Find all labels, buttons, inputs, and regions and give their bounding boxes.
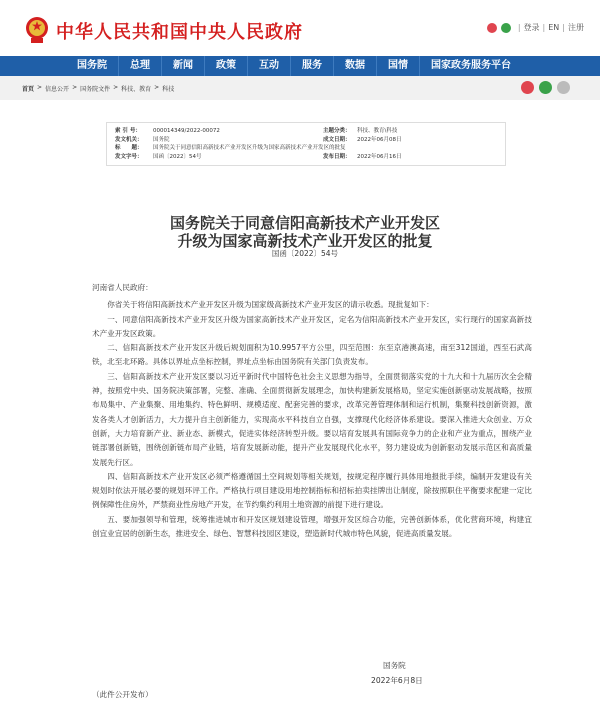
nav-item-data[interactable]: 数据 (334, 56, 377, 76)
breadcrumb-item[interactable]: 信息公开 (45, 86, 70, 93)
nav-item-policy[interactable]: 政策 (205, 56, 248, 76)
breadcrumb-bar (0, 76, 600, 100)
share-wechat-icon[interactable] (539, 81, 552, 94)
meta-index-label: 索 引 号： (115, 128, 141, 134)
share-more-icon[interactable] (557, 81, 570, 94)
paragraph: 五、要加强领导和管理，统筹推进城市和开发区规划建设管理，增强开发区综合功能，完善创新体系，优化营商环境，构建宜创宜业宜居的创新生态，推进安全、绿色、智慧科技园区建设，塑造新时代城市特色风貌，促进高质量发展。 (92, 514, 532, 539)
meta-written-value: 2022年06月08日 (357, 136, 402, 143)
meta-index-value: 000014349/2022-00072 (153, 128, 220, 134)
breadcrumb-item[interactable]: 科技 (162, 86, 175, 93)
breadcrumb-item[interactable]: 国务院文件 (80, 86, 111, 93)
breadcrumb-home[interactable]: 首页 (22, 86, 35, 93)
paragraph: 一、同意信阳高新技术产业开发区升级为国家高新技术产业开发区，定名为信阳高新技术产业开发区，实行现行的国家高新技术产业开发区政策。 (92, 314, 532, 338)
meta-topic-value: 科技、教育\科技 (357, 128, 398, 134)
main-nav (0, 56, 600, 76)
document-number: 国函〔2022〕54号 (271, 249, 339, 258)
document-content (50, 100, 560, 713)
english-link[interactable]: EN (548, 23, 560, 32)
meta-number-value: 国函〔2022〕54号 (153, 153, 202, 160)
meta-title-label: 标 题： (115, 145, 143, 152)
meta-topic-label: 主题分类： (323, 128, 351, 134)
meta-publish-value: 2022年06月16日 (357, 153, 402, 160)
share-weibo-icon[interactable] (521, 81, 534, 94)
top-links: | 登录 | EN | 注册 (487, 22, 584, 33)
weibo-icon[interactable] (487, 23, 497, 33)
breadcrumb-item[interactable]: 科技、教育 (121, 86, 152, 93)
site-title[interactable]: 中华人民共和国中央人民政府 (56, 22, 303, 43)
meta-title-value: 国务院关于同意信阳高新技术产业开发区升级为国家高新技术产业开发区的批复 (153, 145, 346, 152)
signature: 国务院 (383, 661, 406, 670)
nav-item-news[interactable]: 新闻 (162, 56, 205, 76)
document-body (92, 281, 532, 541)
meta-written-label: 成文日期： (323, 136, 351, 143)
meta-number-label: 发文字号： (115, 153, 143, 160)
signature-date: 2022年6月8日 (371, 676, 423, 685)
document-title-line-1: 国务院关于同意信阳高新技术产业开发区 (169, 214, 440, 232)
breadcrumb: 首页 > 信息公开 > 国务院文件 > 科技、教育 > 科技 (22, 84, 175, 93)
national-emblem-icon[interactable] (24, 16, 50, 44)
document-metadata (106, 122, 506, 166)
meta-issuer-label: 发文机关： (115, 136, 143, 143)
paragraph: 二、信阳高新技术产业开发区升级后规划面积为10.9957平方公里，四至范围：东至京港澳高速，南至312国道，西至石武高铁，北至北环路。具体以界址点坐标控制，界址点坐标由国务院有关部门负责发布。 (92, 343, 532, 367)
nav-item-premier[interactable]: 总理 (119, 56, 162, 76)
site-header (0, 0, 600, 56)
meta-publish-label: 发布日期： (323, 153, 351, 160)
publication-notice: （此件公开发布） (92, 690, 153, 699)
login-link[interactable]: 登录 (523, 23, 540, 32)
paragraph: 你省关于将信阳高新技术产业开发区升级为国家级高新技术产业开发区的请示收悉。现批复如下： (107, 300, 434, 310)
nav-item-national-info[interactable]: 国情 (377, 56, 420, 76)
paragraph: 四、信阳高新技术产业开发区必须严格遵循国土空间规划等相关规划，按规定程序履行具体用地报批手续，编制开发建设有关规划时依法开展必要的规划环评工作。严格执行项目建设用地控制指标和招标拍卖挂牌出让制度，除按照职住平衡要求配建一定比例保障性住房外，严禁商业性房地产开发，在节约集约利用土地资源的前提下进行建设。 (92, 471, 532, 510)
share-buttons (521, 81, 570, 94)
addressee: 河南省人民政府： (92, 283, 153, 292)
document-title-line-2: 升级为国家高新技术产业开发区的批复 (177, 232, 433, 250)
nav-item-state-council[interactable]: 国务院 (66, 56, 119, 76)
meta-issuer-value: 国务院 (153, 136, 170, 143)
wechat-icon[interactable] (501, 23, 511, 33)
nav-item-services[interactable]: 服务 (291, 56, 334, 76)
nav-item-service-platform[interactable]: 国家政务服务平台 (431, 60, 511, 71)
paragraph: 三、信阳高新技术产业开发区要以习近平新时代中国特色社会主义思想为指导，全面贯彻落实党的十九大和十九届历次全会精神，按照党中央、国务院决策部署，完整、准确、全面贯彻新发展理念，加快构建新发展格局，坚定实施创新驱动发展战略，按照布局集中、产业集聚、用地集约、特色鲜明、规模适度、配套完善的要求，改革完善管理体制和运行机制，集聚科技创新资源，激发各类人才创新活力，大力提升自主创新能力，实现高水平科技自立自强，支撑现代化经济体系建设。要深入推进大众创业、万众创新，大力培育新产业、新业态、新模式，促进实体经济转型升级。要以培育发展具有国际竞争力的企业和产业为重点，围绕产业链部署创新链，围绕创新链布局产业链，培育发展新动能，提升产业发展现代化水平，努力建设成为创新驱动发展示范区和高质量发展先行区。 (92, 371, 532, 467)
nav-item-interaction[interactable]: 互动 (248, 56, 291, 76)
register-link[interactable]: 注册 (568, 23, 584, 32)
